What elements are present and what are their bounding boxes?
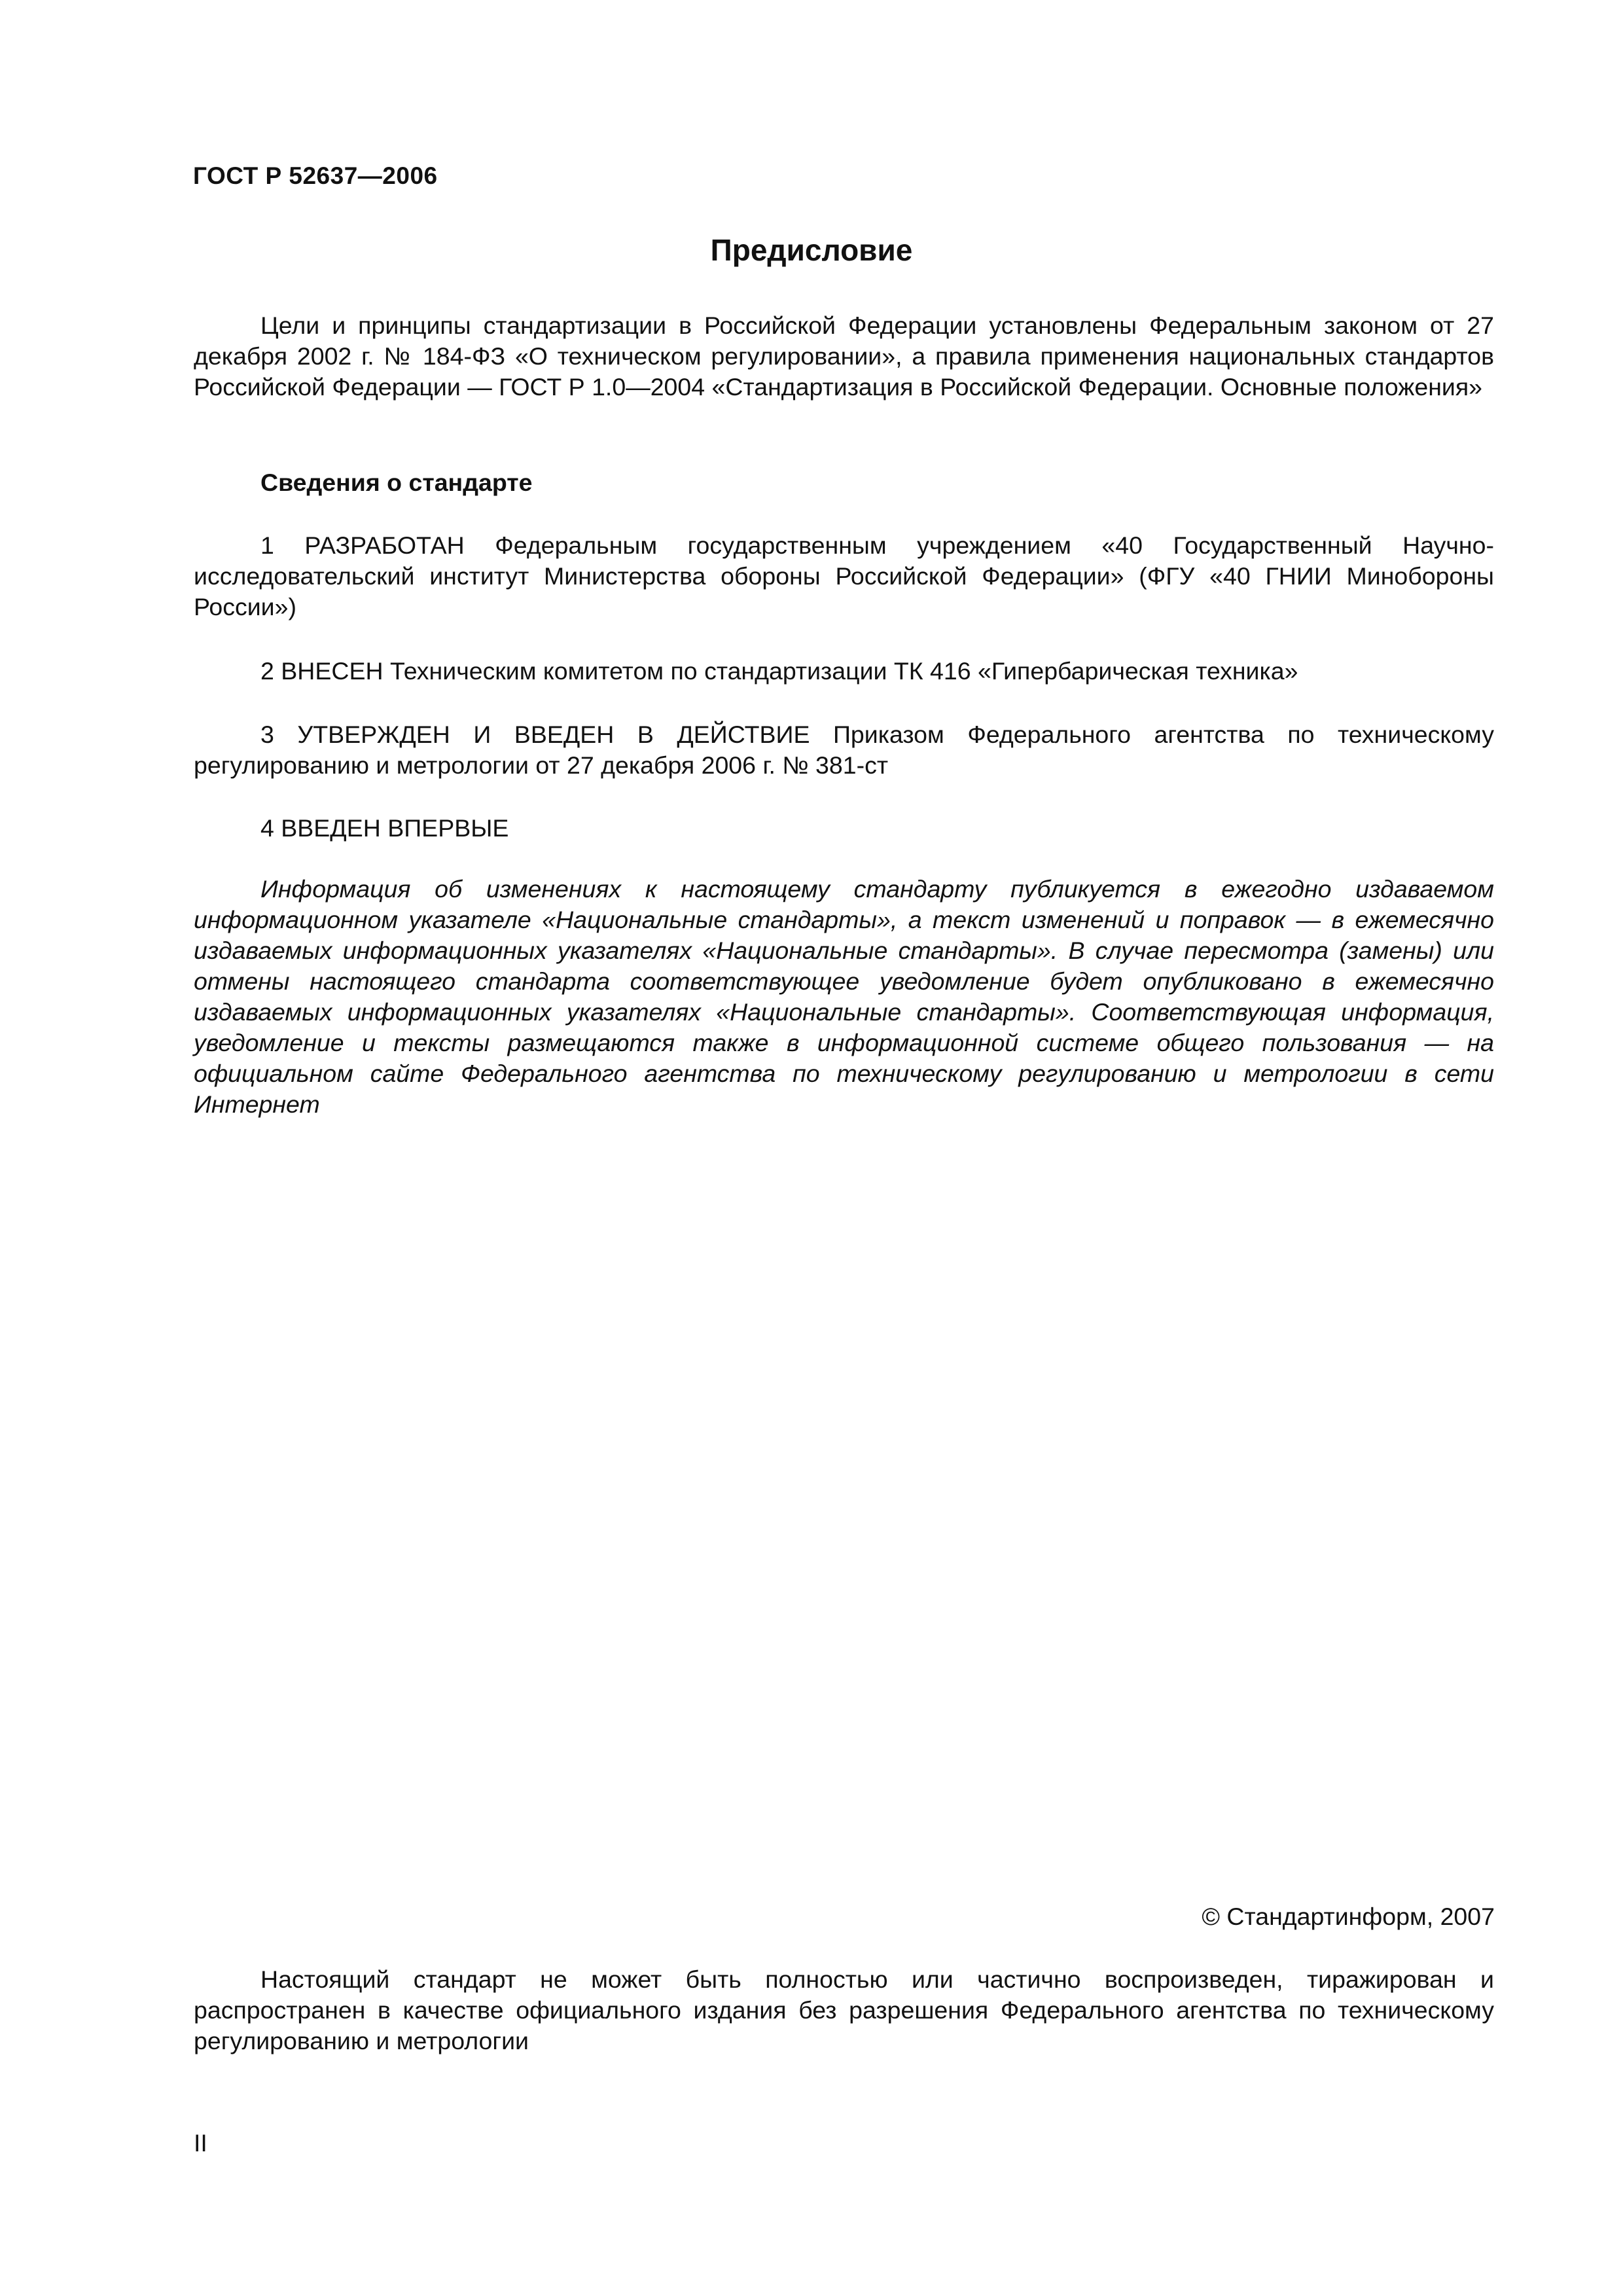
- section-heading: Сведения о стандарте: [260, 469, 533, 496]
- info-section: [194, 874, 1494, 1120]
- page-number: II: [194, 2129, 207, 2157]
- intro-section: [194, 310, 1494, 403]
- notice-paragraph: Настоящий стандарт не может быть полностью или частично воспроизведен, тиражирован и распространен в качестве официального издания без разрешения Федерального агентства по техническому регулированию и метрологии: [194, 1965, 1494, 2054]
- document-code: ГОСТ Р 52637—2006: [193, 162, 438, 189]
- item-paragraph: 1 РАЗРАБОТАН Федеральным государственным учреждением «40 Государственный Научно-исследовательский институт Министерства обороны Российской Федерации» (ФГУ «40 ГНИИ Минобороны России»): [194, 531, 1494, 620]
- copyright-line: © Стандартинформ, 2007: [1202, 1903, 1495, 1930]
- page-title: Предисловие: [710, 233, 913, 267]
- item-paragraph: 3 УТВЕРЖДЕН И ВВЕДЕН В ДЕЙСТВИЕ Приказом Федерального агентства по техническому регулированию и метрологии от 27 декабря 2006 г. № 381-ст: [194, 721, 1494, 779]
- notice-section: [194, 1964, 1494, 2056]
- item-developed: [194, 530, 1494, 622]
- item-approved: [194, 719, 1494, 781]
- info-paragraph: Информация об изменениях к настоящему стандарту публикуется в ежегодно издаваемом информационном указателе «Национальные стандарты», а текст изменений и поправок — в ежемесячно издаваемых информационных указателях «Национальные стандарты». В случае пересмотра (замены) или отмены настоящего стандарта соответствующее уведомление будет опубликовано в ежемесячно издаваемых информационных указателях «Национальные стандарты». Соответствующая информация, уведомление и тексты размещаются также в информационной системе общего пользования — на официальном сайте Федерального агентства по техническому регулированию и метрологии в сети Интернет: [194, 875, 1494, 1118]
- item-first-introduced: [194, 813, 1494, 844]
- item-paragraph: 4 ВВЕДЕН ВПЕРВЫЕ: [260, 814, 509, 842]
- item-paragraph: 2 ВНЕСЕН Техническим комитетом по стандартизации ТК 416 «Гипербарическая техника»: [260, 657, 1298, 685]
- item-introduced: [194, 656, 1494, 687]
- intro-paragraph: Цели и принципы стандартизации в Российской Федерации установлены Федеральным законом от 27 декабря 2002 г. № 184-ФЗ «О техническом регулировании», а правила применения национальных стандартов Российской Федерации — ГОСТ Р 1.0—2004 «Стандартизация в Российской Федерации. Основные положения»: [194, 312, 1494, 401]
